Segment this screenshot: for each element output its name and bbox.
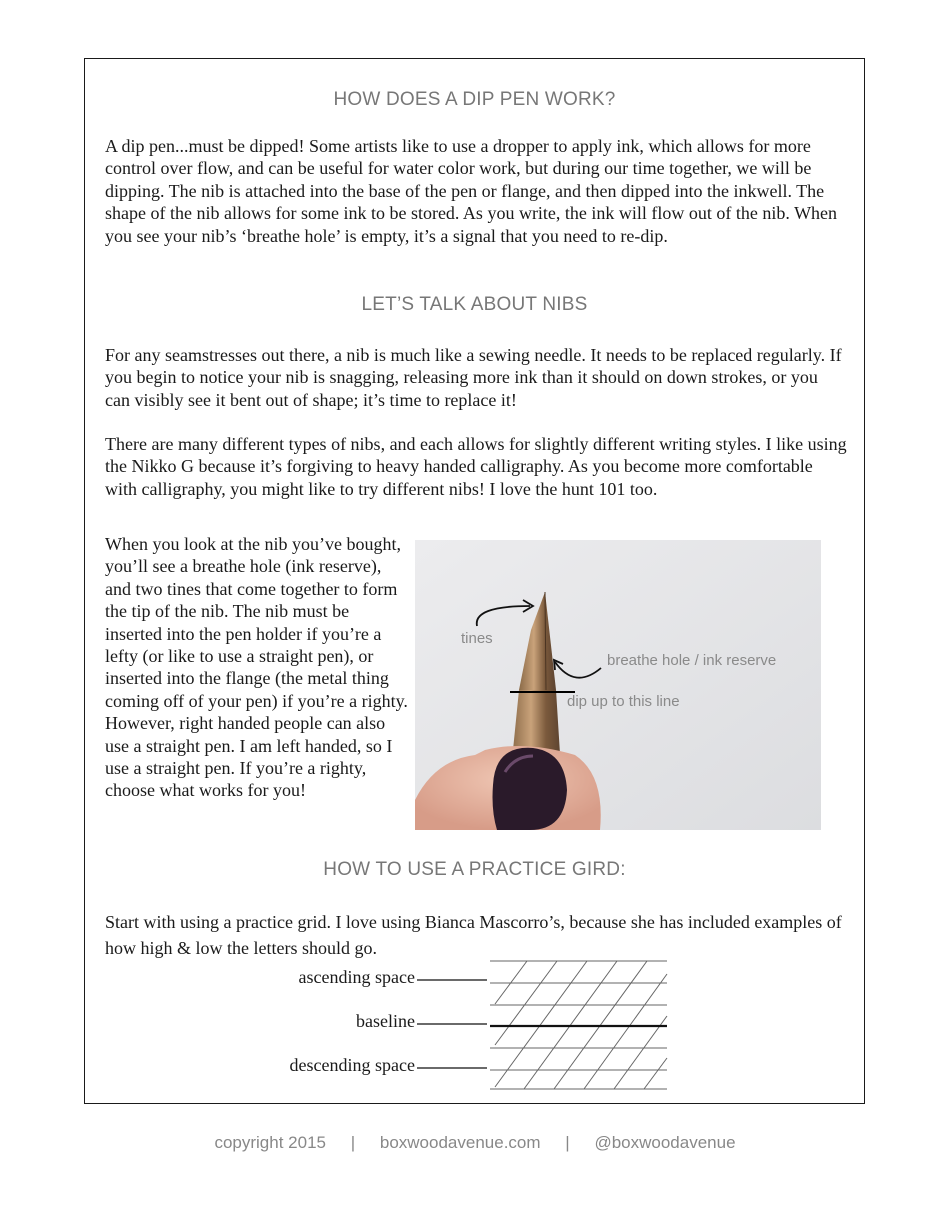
- practice-grid-figure: [265, 959, 675, 1094]
- heading-practice-grid: HOW TO USE A PRACTICE GIRD:: [323, 859, 626, 880]
- tines-arrow: [477, 606, 530, 626]
- footer-handle-link[interactable]: @boxwoodavenue: [594, 1133, 736, 1152]
- paragraph-nib-anatomy: When you look at the nib you’ve bought, you’ll see a breathe hole (ink reserve), and two tines that come together to form the tip of the nib. The nib must be inserted into the pen holder if you’re a lefty (or like to use a straight pen), or inserted into the flange (the metal thing coming off of your pen) if you’re a righty. However, right handed people can also use a straight pen. I am left handed, so I use a straight pen. If you’re a righty, choose what works for you!: [105, 534, 408, 801]
- footer-separator: |: [565, 1133, 570, 1152]
- ascending-space-label: ascending space: [298, 967, 415, 987]
- heading-nibs: LET’S TALK ABOUT NIBS: [361, 294, 588, 315]
- annotation-arrows: [415, 540, 821, 830]
- page-frame: [84, 58, 865, 1104]
- paragraph-nib-types: There are many different types of nibs, and each allows for slightly different writing styles. I like using the Nikko G because it’s forgiving to heavy handed calligraphy. As you become more comfortable with calligraphy, you might like to try different nibs! I love the hunt 101 too.: [105, 434, 847, 499]
- breathe-hole-label: breathe hole / ink reserve: [607, 652, 777, 669]
- tines-label: tines: [461, 630, 493, 647]
- paragraph-dip-pen: A dip pen...must be dipped! Some artists like to use a dropper to apply ink, which allows for more control over flow, and can be useful for water color work, but during our time together, we will be dipping. The nib is attached into the base of the pen or flange, and then dipped into the inkwell. The shape of the nib allows for some ink to be stored. As you write, the ink will flow out of the nib. When you see your nib’s ‘breathe hole’ is empty, it’s a signal that you need to re-dip.: [105, 136, 838, 246]
- footer-separator: |: [350, 1133, 356, 1152]
- footer-copyright: copyright 2015: [214, 1133, 326, 1152]
- practice-grid: [265, 959, 675, 1094]
- footer-website-link[interactable]: boxwoodavenue.com: [379, 1133, 541, 1152]
- nib-photo: [415, 540, 821, 830]
- baseline-label: baseline: [356, 1011, 415, 1031]
- footer: [0, 1133, 950, 1153]
- dip-line-label: dip up to this line: [567, 693, 680, 710]
- paragraph-practice-grid: Start with using a practice grid. I love using Bianca Mascorro’s, because she has included examples of how high & low the letters should go.: [105, 912, 842, 958]
- heading-dip-pen: HOW DOES A DIP PEN WORK?: [333, 89, 616, 110]
- descending-space-label: descending space: [289, 1055, 415, 1075]
- paragraph-nibs-replace: For any seamstresses out there, a nib is much like a sewing needle. It needs to be replaced regularly. If you begin to notice your nib is snagging, releasing more ink than it should on down strokes, or you can visibly see it bent out of shape; it’s time to replace it!: [105, 345, 842, 410]
